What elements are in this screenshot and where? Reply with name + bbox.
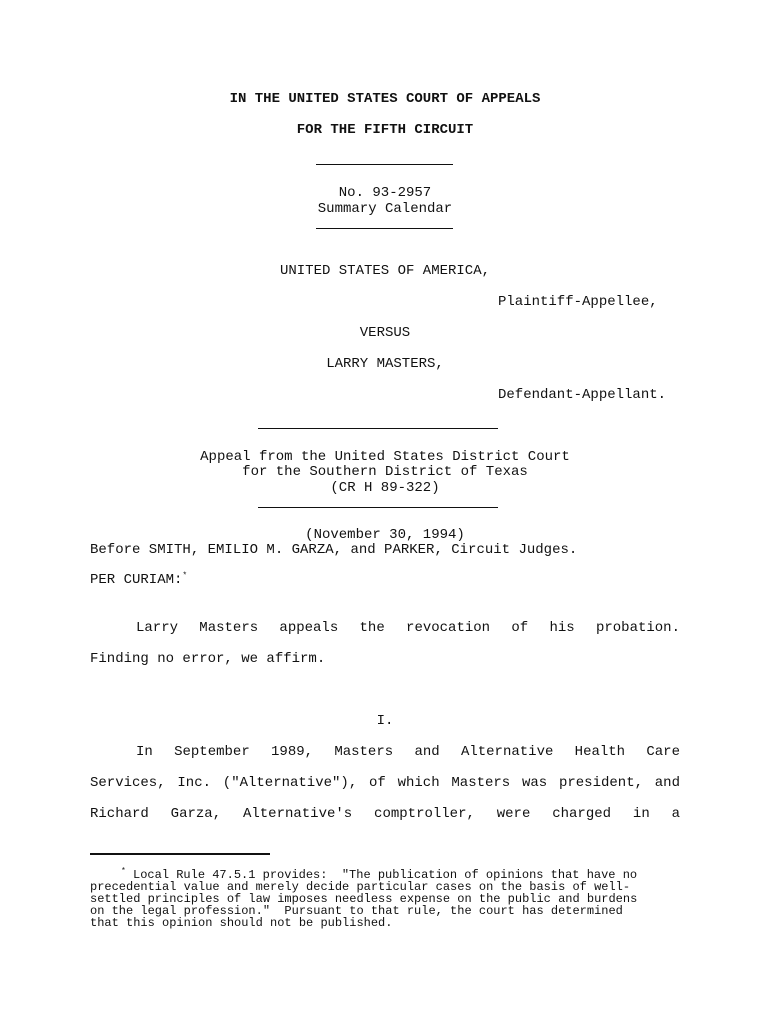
footnote-line-5: that this opinion should not be published. (90, 916, 393, 930)
versus-label: VERSUS (359, 325, 411, 341)
footnote-line-3: settled principles of law imposes needless expense on the public and burdens (90, 892, 638, 906)
appeal-docket: (CR H 89-322) (330, 480, 440, 496)
paragraph-2-line-3: Richard Garza, Alternative's comptroller, were charged in a (90, 806, 680, 822)
paragraph-2-line-2: Services, Inc. ("Alternative"), of which Masters was president, and (90, 775, 680, 791)
appeal-line-2: for the Southern District of Texas (242, 464, 528, 480)
defendant-role: Defendant-Appellant. (498, 387, 667, 403)
footnote-separator (90, 853, 270, 855)
appeal-rule-top (258, 428, 498, 429)
caption-rule-bottom (316, 228, 453, 229)
footnote-reference: * (182, 571, 188, 581)
plaintiff-name: UNITED STATES OF AMERICA, (279, 263, 491, 279)
decision-date: (November 30, 1994) (305, 527, 465, 543)
case-number: No. 93-2957 (338, 185, 432, 201)
per-curiam-label (90, 572, 187, 588)
caption-rule-top (316, 164, 453, 165)
plaintiff-role: Plaintiff-Appellee, (498, 294, 658, 310)
panel-judges: Before SMITH, EMILIO M. GARZA, and PARKER, Circuit Judges. (90, 542, 578, 558)
footnote-text-1: Local Rule 47.5.1 provides: "The publication of opinions that have no (133, 868, 638, 882)
court-heading: IN THE UNITED STATES COURT OF APPEALS (229, 91, 541, 107)
footnote-marker: * (121, 867, 126, 876)
appeal-rule-bottom (258, 507, 498, 508)
paragraph-1-line-1: Larry Masters appeals the revocation of his probation. (136, 620, 680, 636)
defendant-name: LARRY MASTERS, (326, 356, 444, 372)
circuit-heading: FOR THE FIFTH CIRCUIT (296, 122, 474, 138)
appeal-line-1: Appeal from the United States District Court (200, 449, 570, 465)
footnote-line-2: precedential value and merely decide particular cases on the basis of well- (90, 880, 631, 894)
per-curiam-text: PER CURIAM: (90, 572, 183, 588)
section-heading: I. (376, 713, 394, 729)
paragraph-1-line-2: Finding no error, we affirm. (90, 651, 326, 667)
calendar-type: Summary Calendar (317, 201, 453, 217)
footnote-line-4: on the legal profession." Pursuant to that rule, the court has determined (90, 904, 623, 918)
paragraph-2-line-1: In September 1989, Masters and Alternative Health Care (136, 744, 680, 760)
